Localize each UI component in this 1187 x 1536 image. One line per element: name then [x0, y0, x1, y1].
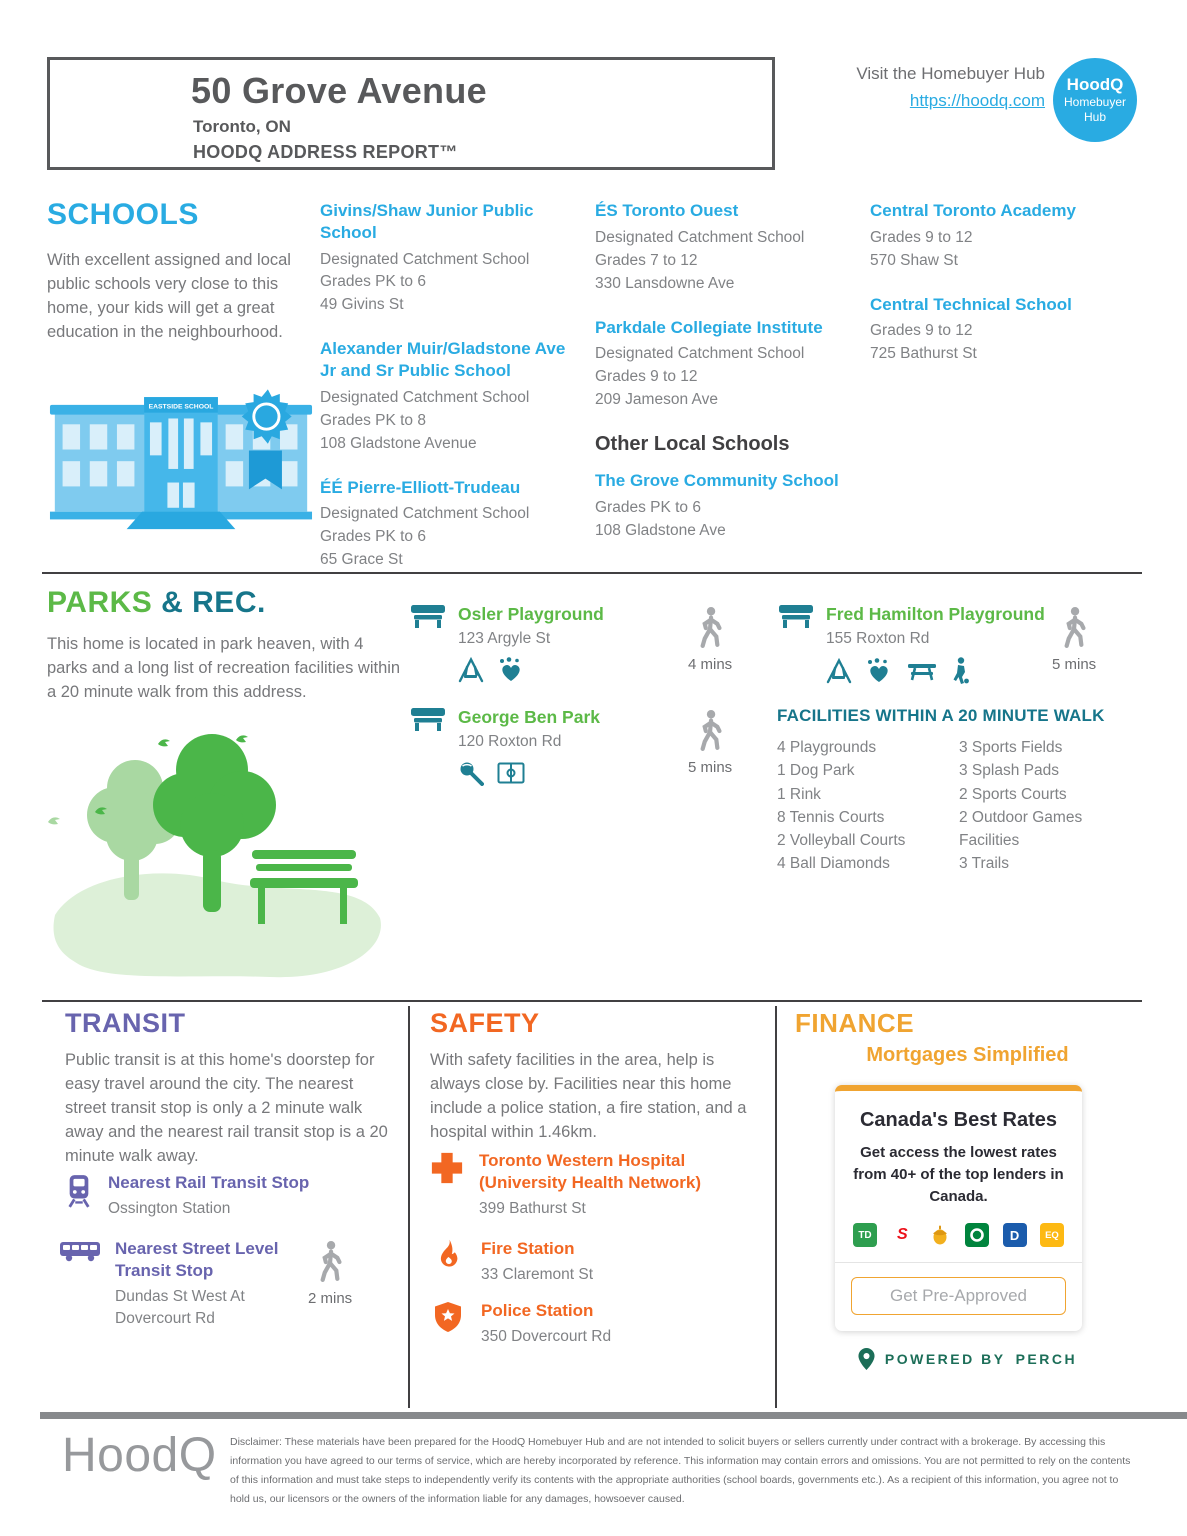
facility-item: 3 Trails [959, 855, 1009, 873]
transit-intro: Public transit is at this home's doorstep for easy travel around the city. The nearest street transit stop is only a 2 minute walk away and the nearest rail transit stop is a 20 minute walk away. [65, 1051, 388, 1166]
school-sign-text: EASTSIDE SCHOOL [148, 403, 214, 411]
parks-title-green: PARKS [47, 586, 153, 619]
walking-person-icon [1060, 606, 1088, 653]
school-address: 725 Bathurst St [870, 345, 977, 363]
section-divider [42, 1000, 1142, 1002]
facility-item: 2 Outdoor Games Facilities [959, 808, 1083, 849]
school-address: 209 Jameson Ave [595, 391, 718, 409]
schools-column-more [870, 200, 1142, 387]
parks-intro: This home is located in park heaven, with 4 parks and a long list of recreation facilities within a 20 minute walk from this address. [47, 635, 401, 702]
park-address: 155 Roxton Rd [826, 630, 930, 647]
school-address: 49 Givins St [320, 296, 404, 314]
school-card [595, 317, 853, 413]
lender-acorn-logo [928, 1223, 952, 1247]
property-address: 50 Grove Avenue [191, 70, 487, 111]
card-separator [835, 1262, 1082, 1263]
address-header-box [47, 57, 775, 170]
school-name: Alexander Muir/Gladstone Ave Jr and Sr Public School [320, 339, 566, 381]
park-bench-icon [410, 604, 446, 633]
lender-ring-logo [965, 1223, 989, 1247]
facility-item: 4 Playgrounds [777, 739, 877, 756]
lender-scotiabank-logo: S [890, 1223, 914, 1247]
lender-eq-logo: EQ [1040, 1223, 1064, 1247]
tennis-racket-icon [458, 760, 484, 791]
street-stop-value: Dundas St West At Dovercourt Rd [115, 1287, 245, 1327]
finance-subtitle: Mortgages Simplified [866, 1044, 1069, 1066]
badge-line3: Hub [1083, 109, 1106, 124]
school-address: 330 Lansdowne Ave [595, 274, 735, 292]
property-city: Toronto, ON [193, 117, 291, 136]
hospital-cross-icon [430, 1151, 464, 1190]
fire-station-name: Fire Station [481, 1239, 575, 1258]
facility-item: 3 Splash Pads [959, 762, 1059, 780]
school-name: ÉÉ Pierre-Elliott-Trudeau [320, 477, 521, 497]
school-address: 108 Gladstone Ave [595, 521, 726, 539]
powered-by-text: POWERED BY [884, 1351, 1006, 1367]
facilities-block [777, 706, 1147, 876]
safety-intro: With safety facilities in the area, help is always close by. Facilities near this home include a police station, a fire station, and a hospital within 1.46km. [430, 1051, 747, 1142]
facilities-title: FACILITIES WITHIN A 20 MINUTE WALK [777, 706, 1105, 725]
section-divider [42, 572, 1142, 574]
column-divider [408, 1006, 410, 1408]
school-card [320, 477, 568, 573]
school-designation: Designated Catchment School [320, 250, 530, 268]
school-address: 65 Grace St [320, 551, 403, 569]
park-bench-icon [410, 707, 446, 736]
lender-d-logo: D [1003, 1223, 1027, 1247]
school-grades: Grades 9 to 12 [595, 368, 698, 386]
school-designation: Designated Catchment School [595, 228, 805, 246]
school-grades: Grades 7 to 12 [595, 251, 698, 269]
facility-item: 4 Ball Diamonds [777, 855, 890, 873]
schools-column-catchment-2 [595, 200, 853, 564]
walk-time-label: 2 mins [308, 1290, 353, 1307]
footer-divider-bar [40, 1412, 1187, 1419]
school-grades: Grades PK to 6 [320, 528, 426, 546]
park-address: 123 Argyle St [458, 630, 551, 647]
police-station-name: Police Station [481, 1301, 594, 1320]
walk-time-osler [688, 606, 732, 673]
hospital-name: Toronto Western Hospital (University Health Network) [479, 1151, 701, 1192]
school-grades: Grades 9 to 12 [870, 322, 973, 340]
walking-person-icon [696, 709, 724, 756]
splash-pad-icon [865, 658, 893, 689]
park-illustration [40, 700, 395, 995]
hoodq-footer-logo: HoodQ [62, 1429, 217, 1482]
walking-person-icon [696, 606, 724, 653]
rail-transit-icon [65, 1173, 93, 1214]
school-card [595, 200, 853, 296]
hub-promo-text: Visit the Homebuyer Hub [856, 64, 1045, 83]
school-illustration [45, 368, 317, 538]
mortgage-rates-card [835, 1085, 1082, 1331]
sports-field-icon [497, 762, 525, 789]
lender-td-logo: TD [853, 1223, 877, 1247]
schools-intro: With excellent assigned and local public schools very close to this home, your kids will get a great education in the neighbourhood. [47, 251, 291, 342]
park-name: Osler Playground [458, 604, 604, 624]
school-address: 570 Shaw St [870, 251, 958, 269]
police-shield-icon [434, 1301, 462, 1338]
school-name: ÉS Toronto Ouest [595, 201, 739, 220]
police-station-address: 350 Dovercourt Rd [481, 1327, 612, 1345]
rail-stop-value: Ossington Station [108, 1199, 231, 1217]
school-designation: Designated Catchment School [595, 345, 805, 363]
rail-stop-label: Nearest Rail Transit Stop [108, 1173, 310, 1192]
police-station-item [434, 1300, 734, 1348]
walk-time-street-stop [308, 1240, 352, 1307]
school-designation: Designated Catchment School [320, 505, 530, 523]
column-divider [775, 1006, 777, 1408]
bus-icon [60, 1239, 100, 1268]
school-designation: Designated Catchment School [320, 388, 530, 406]
perch-brand-text: PERCH [1015, 1351, 1078, 1367]
park-card-george-ben [410, 707, 670, 791]
park-amenities [458, 760, 600, 791]
rates-card-title: Canada's Best Rates [859, 1109, 1058, 1131]
swing-icon [458, 657, 484, 688]
facility-item: 1 Rink [777, 785, 821, 803]
walking-person-icon [316, 1240, 344, 1287]
schools-column-catchment-1 [320, 200, 568, 593]
walk-time-george-ben [688, 709, 732, 776]
school-grades: Grades PK to 6 [595, 498, 701, 516]
school-name: Central Technical School [870, 294, 1072, 314]
parks-section-title [47, 586, 266, 620]
park-name: George Ben Park [458, 707, 600, 727]
school-card [870, 200, 1142, 273]
park-amenities [458, 657, 604, 688]
park-name: Fred Hamilton Playground [826, 604, 1045, 624]
rail-transit-stop [65, 1172, 365, 1220]
get-pre-approved-button[interactable]: Get Pre-Approved [851, 1277, 1066, 1315]
fire-station-address: 33 Claremont St [481, 1265, 593, 1283]
facility-item: 3 Sports Fields [959, 739, 1063, 756]
safety-section-title: SAFETY [430, 1008, 540, 1038]
other-local-schools-header: Other Local Schools [595, 433, 790, 456]
school-card [870, 294, 1142, 367]
fire-station-item [436, 1238, 736, 1286]
facility-item: 2 Volleyball Courts [777, 832, 906, 849]
picnic-table-icon [906, 660, 938, 687]
school-name: Givins/Shaw Junior Public School [320, 201, 534, 242]
lender-logos-row [851, 1223, 1066, 1247]
badge-line2: Homebuyer [1063, 94, 1127, 109]
transit-section-title: TRANSIT [65, 1008, 186, 1038]
school-card [320, 200, 568, 317]
school-name: Central Toronto Academy [870, 201, 1076, 220]
hospital-address: 399 Bathurst St [479, 1199, 586, 1217]
walk-time-label: 5 mins [688, 759, 733, 776]
facility-item: 1 Dog Park [777, 762, 855, 780]
playing-person-icon [951, 657, 969, 690]
parks-title-teal: & REC. [161, 586, 266, 619]
hospital-item [430, 1150, 740, 1220]
hoodq-logo-badge [1053, 58, 1137, 142]
hub-link[interactable]: https://hoodq.com [909, 91, 1045, 110]
facility-item: 8 Tennis Courts [777, 808, 885, 826]
school-name: Parkdale Collegiate Institute [595, 317, 823, 337]
rates-card-text: Get access the lowest rates from 40+ of the top lenders in Canada. [853, 1144, 1064, 1205]
park-amenities [826, 657, 1045, 690]
park-address: 120 Roxton Rd [458, 733, 562, 750]
schools-section-title: SCHOOLS [47, 198, 199, 231]
school-grades: Grades PK to 6 [320, 273, 426, 291]
finance-section-title: FINANCE [795, 1008, 915, 1038]
school-grades: Grades PK to 8 [320, 411, 426, 429]
street-transit-stop [60, 1238, 300, 1330]
street-stop-label: Nearest Street Level Transit Stop [115, 1239, 279, 1280]
swing-icon [826, 658, 852, 689]
powered-by-perch [795, 1348, 1140, 1370]
badge-title: HoodQ [1066, 75, 1124, 94]
footer-disclaimer: Disclaimer: These materials have been prepared for the HoodQ Homebuyer Hub and are not intended to solicit buyers or sellers currently under contract with a brokerage. By accessing this information you have agreed to our terms of service, which are hereby incorporated by reference. This information may contain errors and omissions. You are not permitted to rely on the contents of this information and must take steps to independently verify its contents with the appropriate authorities (school boards, governments etc.). As a recipient of this information, you agree not to hold us, our licensors or the owners of the information liable for any damages, howsoever caused. [230, 1436, 1131, 1505]
facility-item: 2 Sports Courts [959, 785, 1067, 803]
walk-time-label: 4 mins [688, 656, 733, 673]
homebuyer-hub-promo [820, 64, 1045, 111]
school-card [320, 338, 568, 455]
school-address: 108 Gladstone Avenue [320, 434, 477, 452]
map-pin-icon [858, 1348, 875, 1370]
park-bench-icon [778, 604, 814, 633]
school-name: The Grove Community School [595, 471, 839, 491]
school-grades: Grades 9 to 12 [870, 228, 973, 246]
splash-pad-icon [497, 657, 525, 688]
park-card-osler [410, 604, 670, 688]
walk-time-label: 5 mins [1052, 656, 1097, 673]
walk-time-fred-hamilton [1052, 606, 1096, 673]
park-card-fred-hamilton [778, 604, 1046, 690]
fire-flame-icon [436, 1239, 460, 1276]
school-card [595, 470, 853, 543]
report-title: HOODQ ADDRESS REPORT™ [193, 142, 458, 162]
